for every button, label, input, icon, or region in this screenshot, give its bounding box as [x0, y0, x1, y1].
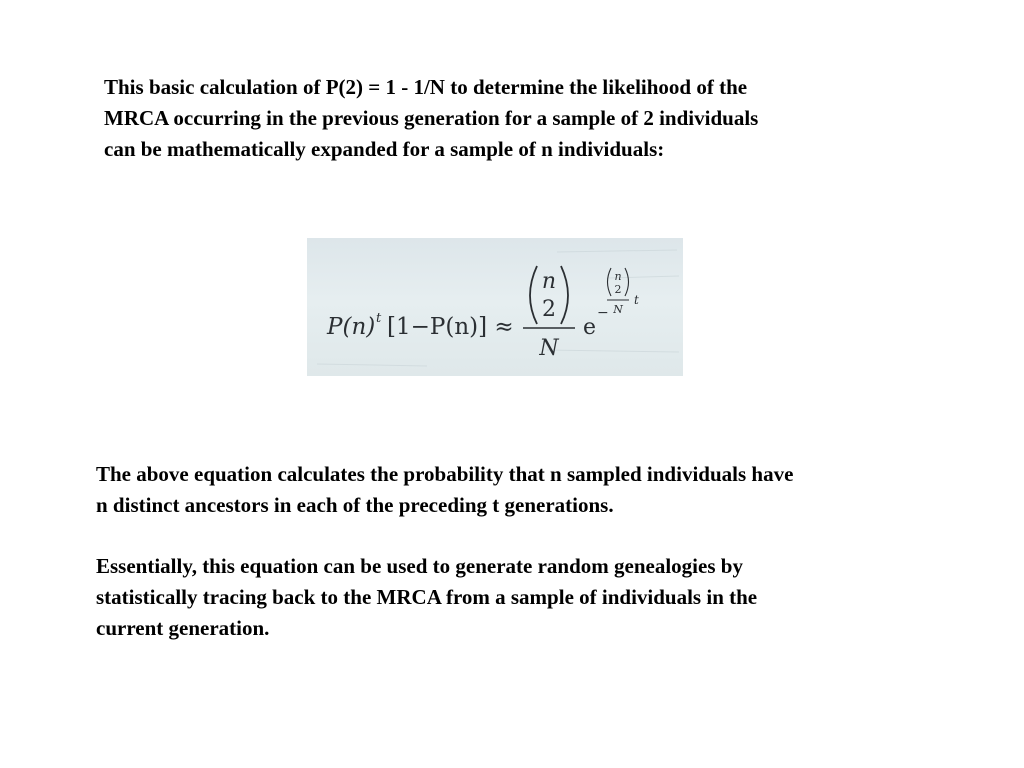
intro-line: can be mathematically expanded for a sample of n individuals:: [104, 137, 665, 161]
intro-line: MRCA occurring in the previous generation for a sample of 2 individuals: [104, 106, 759, 130]
explanation-line: n distinct ancestors in each of the preceding t generations.: [96, 493, 614, 517]
exp-base: e: [583, 315, 597, 340]
exp-t: t: [634, 293, 639, 307]
conclusion-line: statistically tracing back to the MRCA from a sample of individuals in the: [96, 585, 758, 609]
exp-binom-left-paren: [608, 268, 612, 296]
intro-line: This basic calculation of P(2) = 1 - 1/N to determine the likelihood of the: [104, 75, 748, 99]
conclusion-line: current generation.: [96, 616, 270, 640]
binom-bottom: 2: [542, 297, 556, 322]
exp-binom-top: n: [614, 270, 622, 283]
denominator: N: [539, 336, 559, 361]
binom-right-paren: [561, 266, 568, 324]
exp-binom-bottom: 2: [614, 283, 622, 296]
conclusion-line: Essentially, this equation can be used to generate random genealogies by: [96, 554, 743, 578]
equation-formula: [326, 266, 639, 361]
eq-lhs-bracket: [1−P(n)] ≈: [387, 314, 514, 340]
explanation-line: The above equation calculates the probability that n sampled individuals have: [96, 462, 794, 486]
conclusion-paragraph: [96, 551, 757, 644]
exp-minus: −: [597, 305, 609, 321]
explanation-paragraph: [96, 459, 793, 521]
eq-lhs-exponent: t: [376, 311, 382, 326]
exp-denominator: N: [613, 303, 623, 316]
binom-top: n: [541, 269, 557, 294]
intro-paragraph: [104, 72, 758, 165]
exp-binom-right-paren: [625, 268, 629, 296]
binom-left-paren: [530, 266, 537, 324]
eq-lhs-p1: P(n): [327, 314, 376, 340]
equation-image: [307, 238, 683, 376]
